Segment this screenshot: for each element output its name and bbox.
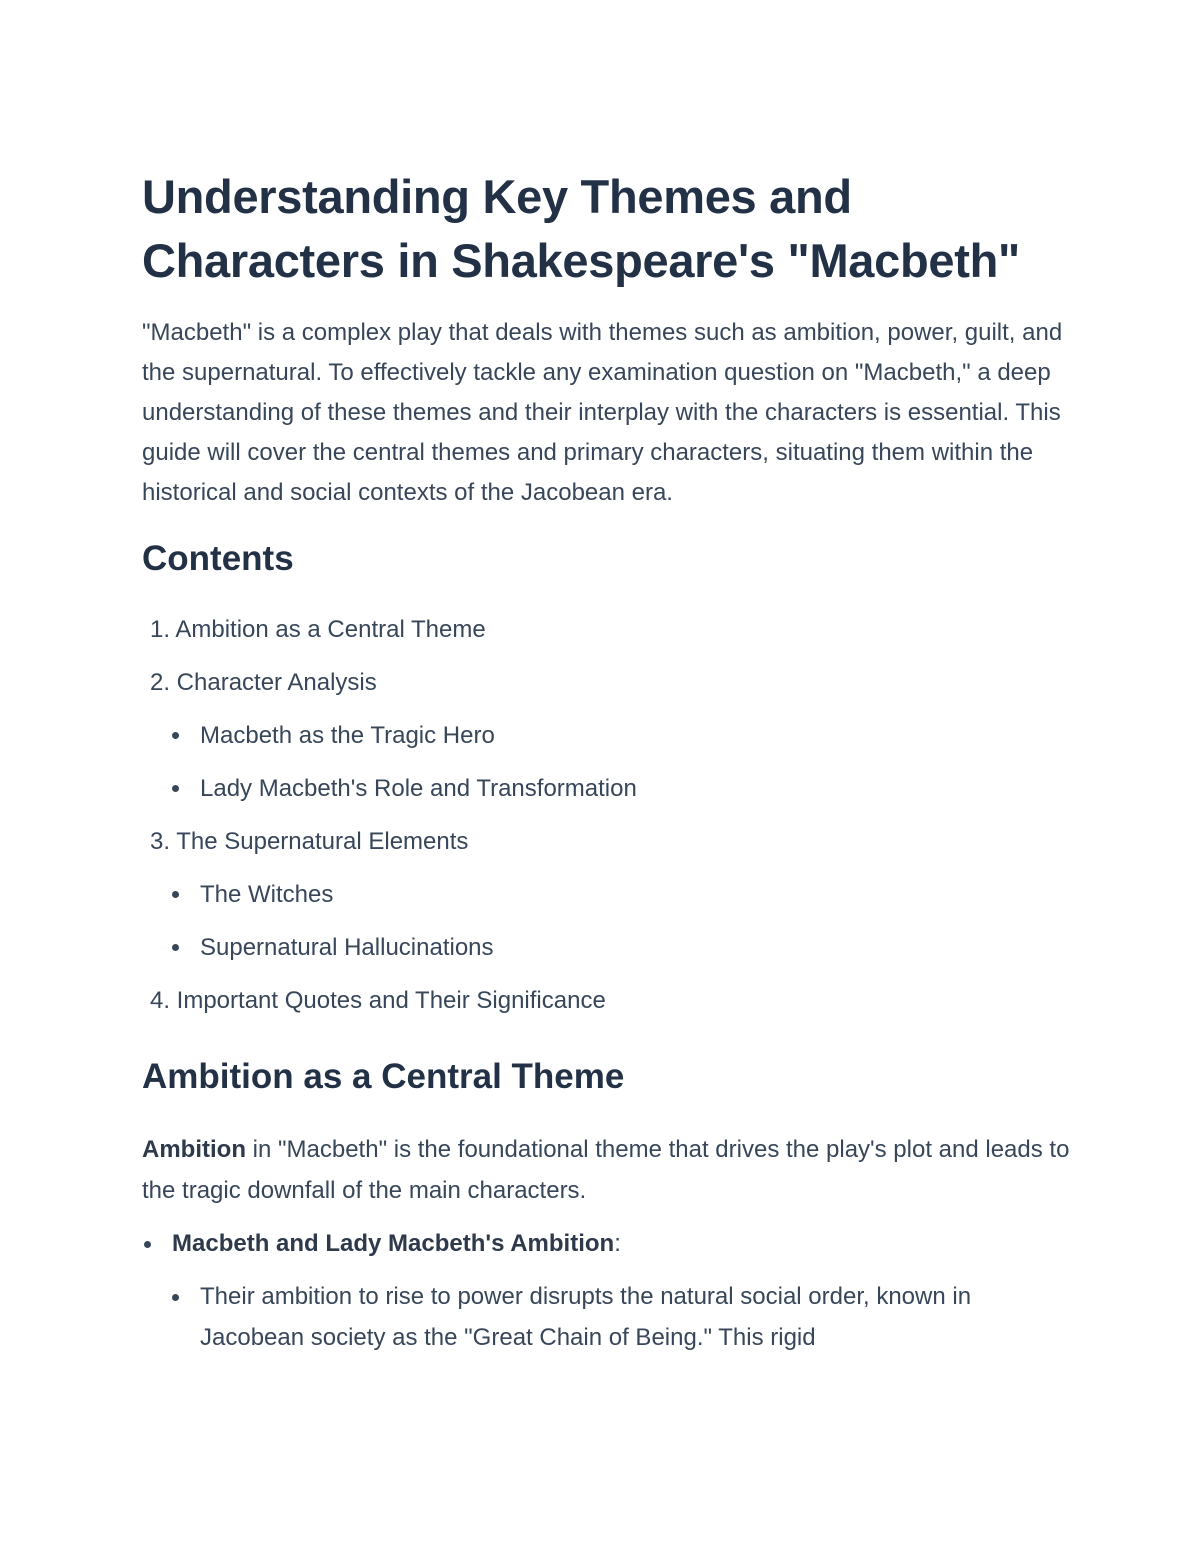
toc-label: The Supernatural Elements — [176, 828, 469, 855]
toc-item-quotes[interactable] — [142, 974, 1072, 1027]
point-heading: Macbeth and Lady Macbeth's Ambition — [172, 1230, 615, 1257]
bullet-icon — [172, 944, 179, 951]
toc-sublabel: Lady Macbeth's Role and Transformation — [200, 775, 637, 802]
toc-label: Important Quotes and Their Significance — [176, 987, 606, 1014]
list-item — [142, 1223, 1072, 1264]
toc-label: Character Analysis — [176, 669, 377, 696]
toc-subitem-witches[interactable] — [170, 868, 1072, 921]
toc-sublist — [142, 868, 1072, 974]
toc-item-ambition[interactable] — [142, 603, 1072, 656]
toc-item-character-analysis[interactable] — [142, 656, 1072, 709]
bullet-icon — [172, 891, 179, 898]
ambition-subpoints — [142, 1276, 1072, 1358]
document-page — [142, 165, 1072, 1358]
contents-heading: Contents — [142, 539, 294, 578]
ambition-term: Ambition — [142, 1136, 246, 1163]
bullet-icon — [172, 1294, 179, 1301]
ambition-text: in "Macbeth" is the foundational theme that drives the play's plot and leads to the tragic downfall of the main characters. — [142, 1136, 1070, 1204]
toc-sublabel: Supernatural Hallucinations — [200, 934, 494, 961]
bullet-icon — [172, 785, 179, 792]
bullet-icon — [172, 732, 179, 739]
toc-label: Ambition as a Central Theme — [175, 616, 486, 643]
toc-number: 1. — [149, 616, 170, 643]
ambition-paragraph — [142, 1129, 1072, 1211]
toc-sublist — [142, 709, 1072, 815]
toc-number: 4. — [149, 987, 170, 1014]
toc-subitem-hallucinations[interactable] — [170, 921, 1072, 974]
toc-sublabel: Macbeth as the Tragic Hero — [200, 722, 495, 749]
intro-paragraph: "Macbeth" is a complex play that deals with themes such as ambition, power, guilt, and the supernatural. To effectively tackle any examination question on "Macbeth," a deep understanding of these themes and their interplay with the characters is essential. This guide will cover the central themes and primary characters, situating them within the historical and social contexts of the Jacobean era. — [142, 319, 1063, 506]
toc-subitem-macbeth-tragic-hero[interactable] — [170, 709, 1072, 762]
toc-number: 2. — [149, 669, 170, 696]
bullet-icon — [144, 1241, 151, 1248]
toc-subitem-lady-macbeth[interactable] — [170, 762, 1072, 815]
list-item — [170, 1276, 1000, 1358]
table-of-contents — [142, 603, 1072, 1027]
point-colon: : — [614, 1230, 621, 1257]
toc-number: 3. — [149, 828, 170, 855]
page-title: Understanding Key Themes and Characters in Shakespeare's "Macbeth" — [142, 170, 1020, 287]
section-heading-ambition: Ambition as a Central Theme — [142, 1057, 625, 1096]
toc-item-supernatural[interactable] — [142, 815, 1072, 868]
ambition-points — [142, 1223, 1072, 1264]
toc-sublabel: The Witches — [200, 881, 334, 908]
subpoint-text: Their ambition to rise to power disrupts the natural social order, known in Jacobean society as the "Great Chain of Being." This rigid — [200, 1283, 972, 1351]
